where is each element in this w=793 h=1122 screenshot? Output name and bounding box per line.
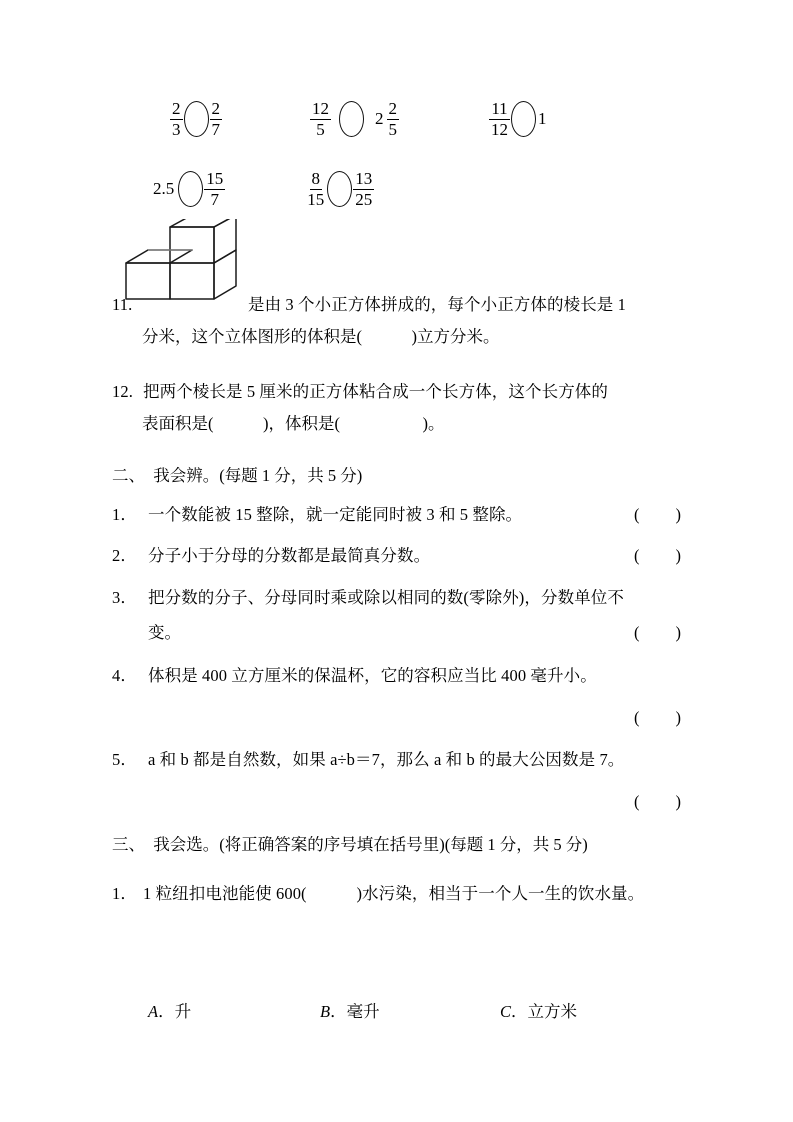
option-b-separator: ．	[330, 1002, 347, 1021]
stacked-cubes-figure	[116, 219, 248, 305]
mixed-number-fraction	[387, 100, 400, 138]
comparison-exercise	[112, 92, 712, 222]
fraction-denominator: 5	[388, 119, 397, 139]
comparison-item	[489, 92, 550, 146]
comparison-item	[170, 92, 222, 146]
fraction-numerator: 2	[211, 99, 220, 119]
section-two-q5-text: a 和 b 都是自然数，如果 a÷b＝7，那么 a 和 b 的最大公因数是 7。	[148, 750, 625, 769]
comparison-circle-blank[interactable]	[511, 101, 536, 137]
section-two-q1-answer-blank[interactable]: ( )	[634, 505, 682, 524]
fraction-numerator: 2	[388, 99, 397, 119]
section-two-q5-answer-blank[interactable]: ( )	[634, 792, 682, 811]
section-two-q5-number: 5．	[112, 750, 137, 769]
comparison-item	[310, 92, 399, 146]
section-three-q1-text[interactable]: 1 粒纽扣电池能使 600( )水污染，相当于一个人一生的饮水量。	[143, 884, 645, 903]
comparison-circle-blank[interactable]	[339, 101, 364, 137]
section-two-q1-number: 1．	[112, 505, 137, 524]
question-12-line2[interactable]: 表面积是( )，体积是( )。	[142, 414, 445, 433]
question-11-line2[interactable]: 分米，这个立体图形的体积是( )立方分米。	[142, 327, 500, 346]
fraction-numerator: 12	[312, 99, 329, 119]
comparison-row	[112, 162, 712, 222]
fraction-denominator: 25	[355, 189, 373, 209]
option-a-letter: A	[148, 1002, 159, 1021]
fraction-denominator: 15	[307, 189, 325, 209]
section-two-q3-number: 3．	[112, 588, 137, 607]
fraction-numerator: 15	[206, 169, 224, 189]
question-11-line1: 是由 3 个小正方体拼成的，每个小正方体的棱长是 1	[248, 295, 626, 314]
option-c[interactable]	[500, 997, 577, 1027]
fraction-denominator: 7	[211, 119, 220, 139]
fraction-denominator: 7	[210, 189, 219, 209]
fraction-numerator: 13	[355, 169, 373, 189]
fraction-11-12	[489, 100, 510, 138]
option-c-letter: C	[500, 1002, 512, 1021]
fraction-numerator: 11	[491, 99, 508, 119]
section-three-heading: 三、 我会选。(将正确答案的序号填在括号里)(每题 1 分，共 5 分)	[112, 835, 588, 854]
section-two-q2-answer-blank[interactable]: ( )	[634, 546, 682, 565]
option-b-label: 毫升	[346, 1002, 380, 1021]
comparison-row	[112, 92, 712, 152]
decimal-value: 2.5	[153, 179, 175, 198]
section-two-q2-number: 2．	[112, 546, 137, 565]
comparison-circle-blank[interactable]	[327, 171, 352, 207]
section-two-q3-answer-blank[interactable]: ( )	[634, 623, 682, 642]
section-two-q4-number: 4．	[112, 666, 137, 685]
fraction-denominator: 3	[172, 119, 181, 139]
fraction-2-7	[210, 100, 223, 138]
fraction-numerator: 2	[172, 99, 181, 119]
fraction-denominator: 5	[316, 119, 325, 139]
comparison-item	[150, 162, 225, 216]
option-b[interactable]	[320, 997, 380, 1027]
fraction-denominator: 12	[491, 119, 508, 139]
fraction-numerator: 8	[311, 169, 320, 189]
option-a[interactable]	[148, 997, 191, 1027]
section-two-heading: 二、 我会辨。(每题 1 分，共 5 分)	[112, 466, 363, 485]
option-c-label: 立方米	[527, 1002, 578, 1021]
comparison-circle-blank[interactable]	[178, 171, 203, 207]
fraction-15-7	[204, 170, 225, 208]
section-two-q1-text: 一个数能被 15 整除，就一定能同时被 3 和 5 整除。	[148, 505, 523, 524]
question-12-number: 12.	[112, 382, 133, 401]
section-two-q4-answer-blank[interactable]: ( )	[634, 708, 682, 727]
fraction-13-25	[353, 170, 374, 208]
option-c-separator: ．	[511, 1002, 528, 1021]
question-12-line1: 把两个棱长是 5 厘米的正方体粘合成一个长方体，这个长方体的	[143, 382, 608, 401]
comparison-item	[305, 162, 374, 216]
section-three-q1-number: 1．	[112, 884, 137, 903]
option-a-label: 升	[174, 1002, 192, 1021]
option-a-separator: ．	[158, 1002, 175, 1021]
option-b-letter: B	[320, 1002, 331, 1021]
mixed-number-whole: 2	[375, 109, 384, 128]
section-two-q2-text: 分子小于分母的分数都是最简真分数。	[148, 546, 431, 565]
fraction-12-5	[310, 100, 331, 138]
section-two-q4-text: 体积是 400 立方厘米的保温杯，它的容积应当比 400 毫升小。	[148, 666, 597, 685]
integer-one: 1	[538, 109, 547, 128]
comparison-circle-blank[interactable]	[184, 101, 209, 137]
fraction-8-15	[305, 170, 326, 208]
fraction-2-3	[170, 100, 183, 138]
question-11-number: 11.	[112, 295, 133, 314]
section-two-q3-text: 把分数的分子、分母同时乘或除以相同的数(零除外)，分数单位不	[148, 588, 624, 607]
section-two-q3-text-line2: 变。	[148, 623, 181, 642]
